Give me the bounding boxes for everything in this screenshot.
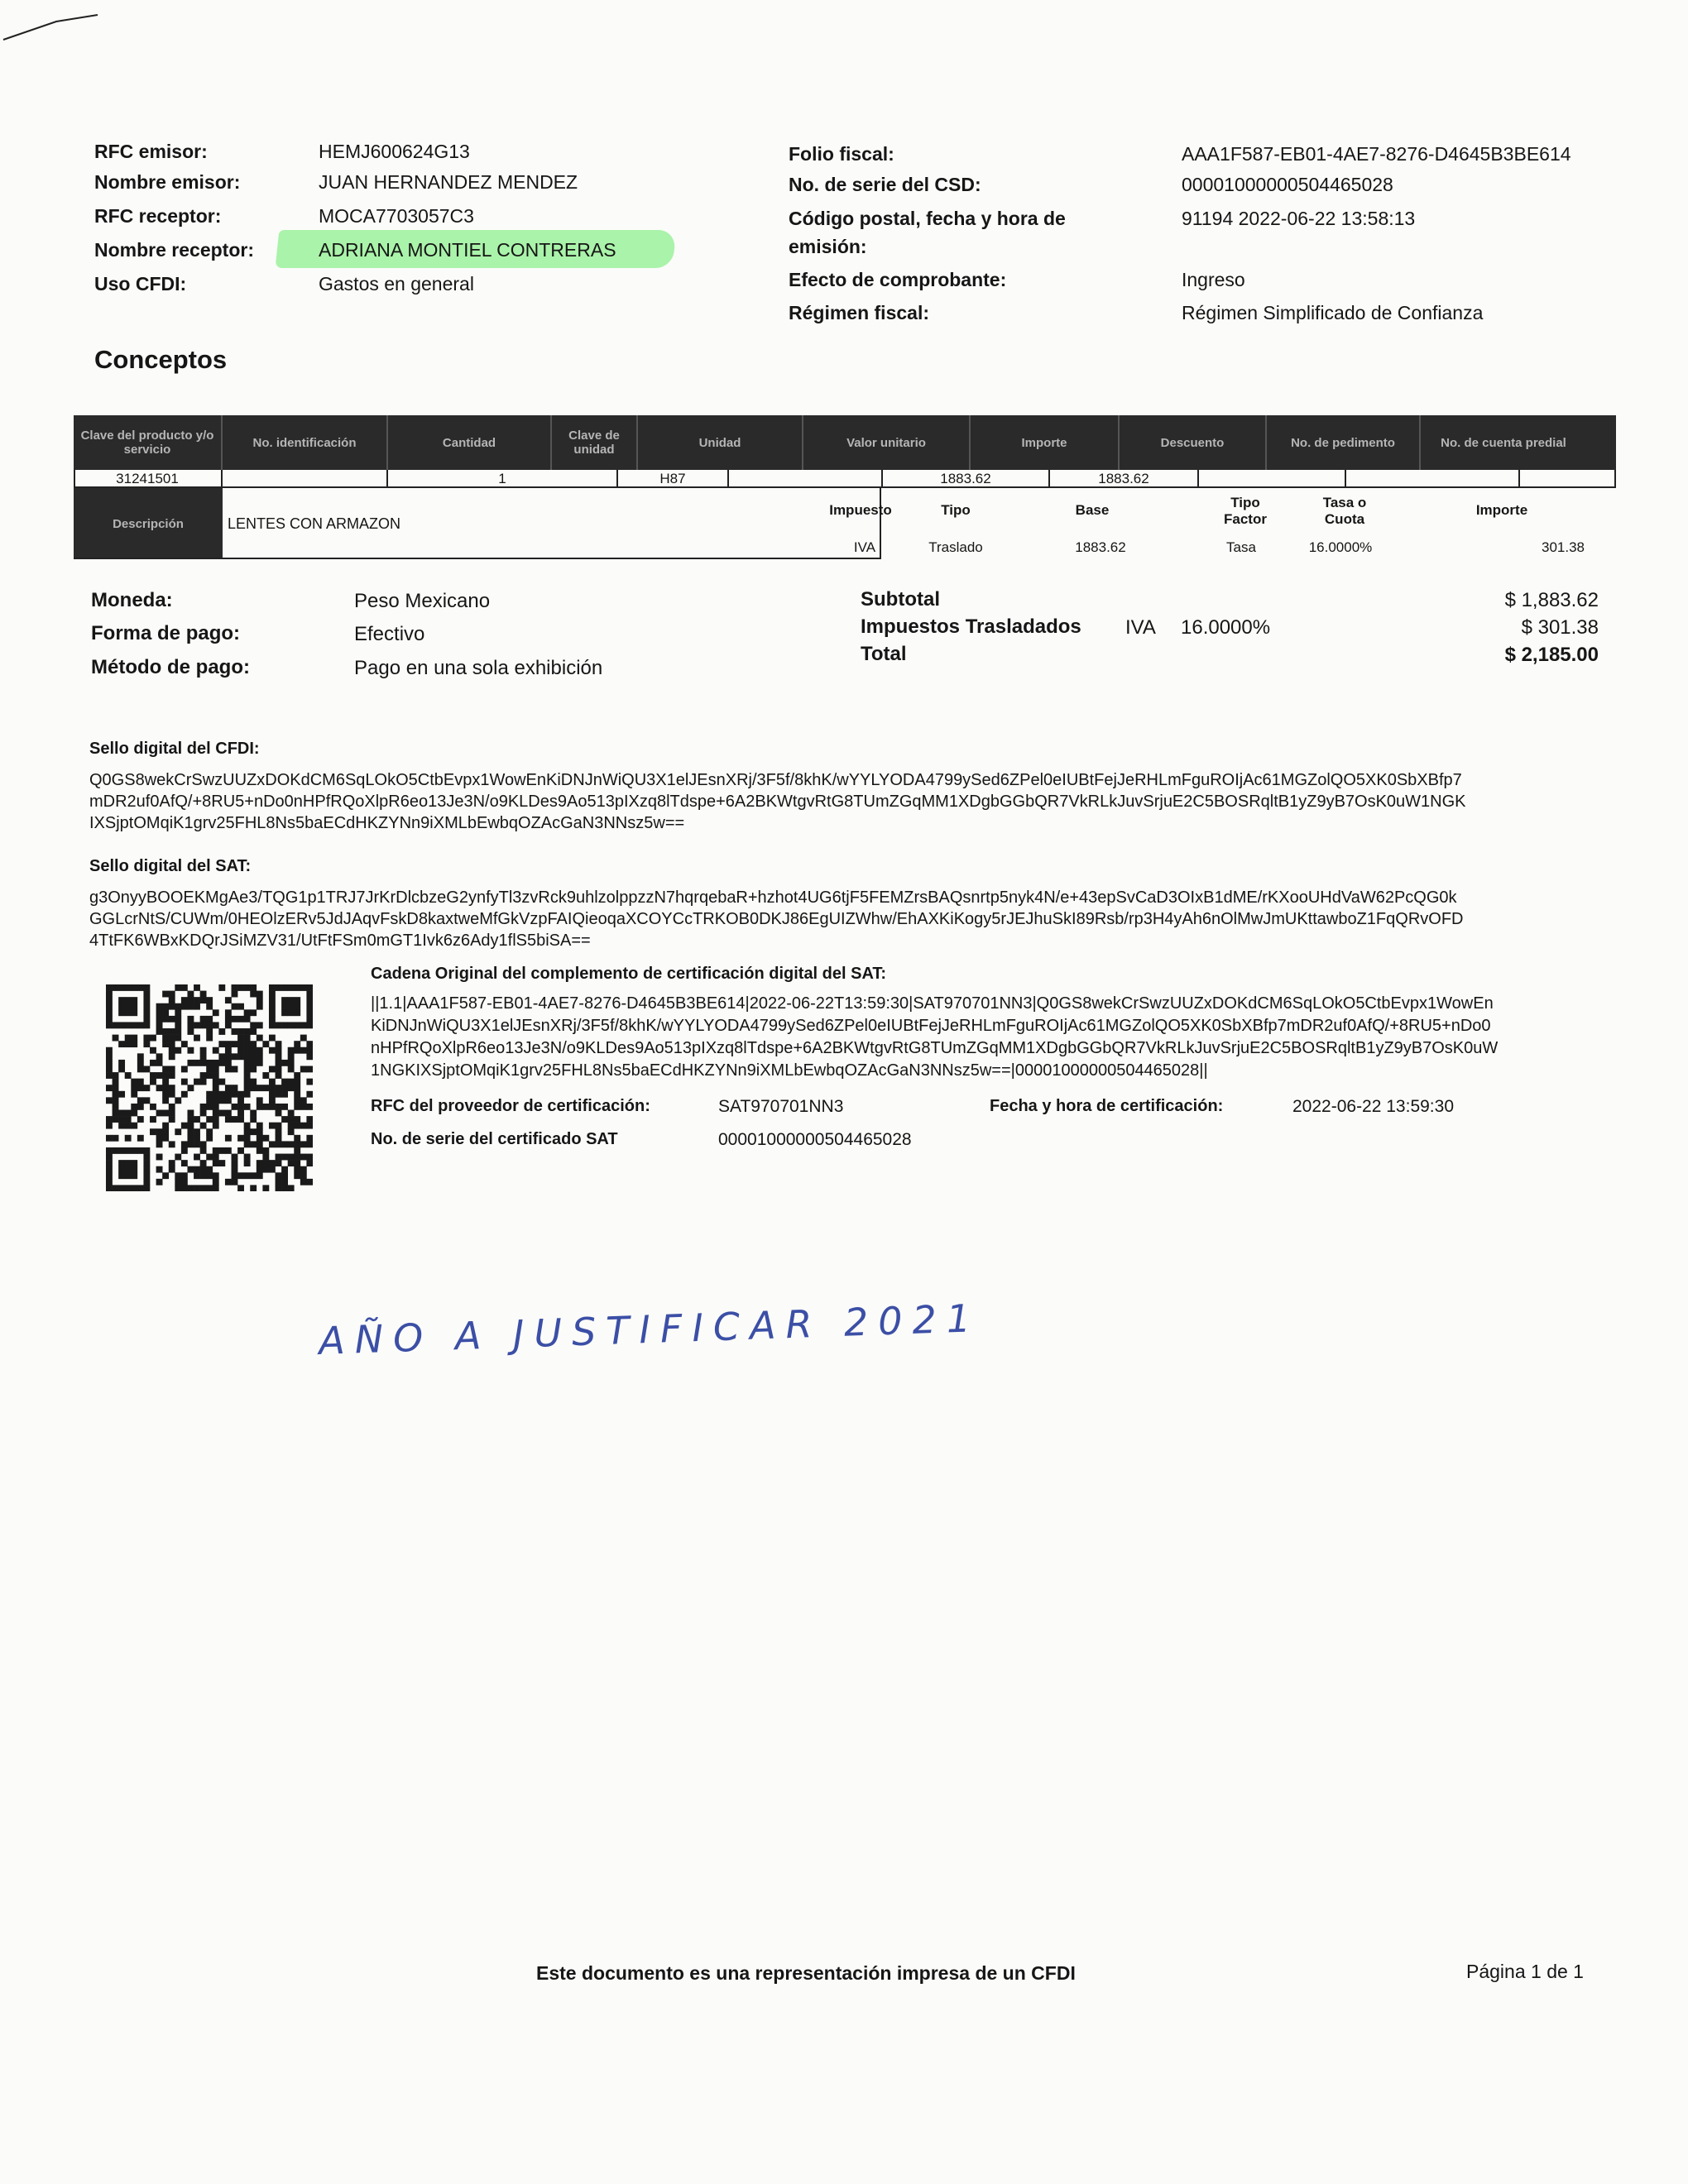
cadena-line: 1NGKIXSjptOMqiK1grv25FHL8Ns5baECdHKZYNn9iXMLbEwbqOZAcGaN3NNsz5w==|00001000000504465028|| — [371, 1061, 1208, 1080]
codigo-postal-label-1: Código postal, fecha y hora de — [789, 208, 1066, 229]
metodo-pago-label: Método de pago: — [91, 656, 250, 678]
cell-no-identificacion — [223, 470, 388, 488]
impuestos-trasladados-label: Impuestos Trasladados — [861, 615, 1081, 638]
tax-impuesto: IVA — [853, 539, 876, 555]
cell-cuenta-predial — [1520, 470, 1616, 488]
tax-header-impuesto: Impuesto — [829, 502, 892, 518]
folio-fiscal: AAA1F587-EB01-4AE7-8276-D4645B3BE614 — [1182, 143, 1571, 165]
rfc-receptor-label: RFC receptor: — [94, 205, 222, 227]
forma-pago-label: Forma de pago: — [91, 622, 241, 644]
impuestos-tipo: IVA — [1125, 616, 1156, 639]
total: $ 2,185.00 — [1504, 644, 1599, 666]
cell-valor-unitario: 1883.62 — [883, 470, 1050, 488]
sello-sat-line: 4TtFK6WBxKDQrJSiMZV31/UtFtFSm0mGT1Ivk6z6Ady1flS5biSA== — [89, 932, 591, 950]
pen-stroke-mark — [0, 0, 116, 50]
sello-sat-line: g3OnyyBOOEKMgAe3/TQG1p1TRJ7JrKrDlcbzeG2ynfyTl3zvRck9uhlzolppzzN7hqrqebaR+hzhot4UG6tjF5FEMZrsBAQsnrtp5nyk4N/e+43epSvCaD3OIxB1dME/rKXooUHdVaW62PcQG0k — [89, 888, 1457, 907]
rfc-receptor: MOCA7703057C3 — [319, 205, 474, 227]
rfc-emisor-label: RFC emisor: — [94, 141, 208, 162]
tax-header-base: Base — [1075, 502, 1110, 518]
tax-base: 1883.62 — [1075, 539, 1126, 555]
cadena-original-label: Cadena Original del complemento de certificación digital del SAT: — [371, 965, 887, 983]
header-cantidad: Cantidad — [388, 415, 552, 470]
serie-csd-label: No. de serie del CSD: — [789, 174, 981, 195]
sello-sat-text — [89, 887, 1464, 951]
cadena-line: KiDNJnWiQU3X1elJEsnXRj/3F5f/8khK/wYYLYODA4799ySed6ZPel0eIUBtFejJeRHLmFguROIjAc61MGZolQO5XK0SbXBfp7mDR2uf0AfQ/+8RU5+nDo0 — [371, 1017, 1491, 1035]
impuestos-tasa: 16.0000% — [1181, 616, 1271, 639]
header-clave-unidad: Clave de unidad — [552, 415, 638, 470]
tax-header-tasa-cuota: Tasa o Cuota — [1322, 495, 1367, 527]
nombre-receptor: ADRIANA MONTIEL CONTRERAS — [319, 239, 616, 261]
tax-header-importe: Importe — [1475, 502, 1528, 518]
impuestos-trasladados: $ 301.38 — [1521, 616, 1599, 639]
regimen: Régimen Simplificado de Confianza — [1182, 302, 1484, 323]
footer-note: Este documento es una representación impresa de un CFDI — [536, 1962, 1076, 1984]
sello-cfdi-label: Sello digital del CFDI: — [89, 740, 260, 758]
header-no-identificacion: No. identificación — [223, 415, 388, 470]
nombre-emisor: JUAN HERNANDEZ MENDEZ — [319, 171, 578, 193]
nombre-receptor-label: Nombre receptor: — [94, 239, 254, 261]
moneda: Peso Mexicano — [354, 590, 491, 612]
conceptos-title: Conceptos — [94, 345, 228, 374]
folio-fiscal-label: Folio fiscal: — [789, 143, 894, 165]
rfc-proveedor-label: RFC del proveedor de certificación: — [371, 1097, 650, 1115]
handwritten-note: AÑO A JUSTIFICAR 2021 — [318, 1296, 981, 1363]
sello-cfdi-line: Q0GS8wekCrSwzUUZxDOKdCM6SqLOkO5CtbEvpx1WowEnKiDNJnWiQU3X1elJEsnXRj/3F5f/8khK/wYYLYODA4799ySed6ZPel0eIUBtFejJeRHLmFguROIjAc61MGZolQO5XK0SbXBfp7 — [89, 771, 1462, 789]
header-cuenta-predial: No. de cuenta predial — [1421, 415, 1586, 470]
subtotal-label: Subtotal — [861, 588, 940, 611]
qr-code — [106, 984, 313, 1191]
uso-cfdi: Gastos en general — [319, 273, 474, 295]
serie-sat: 00001000000504465028 — [718, 1130, 912, 1149]
nombre-emisor-label: Nombre emisor: — [94, 171, 241, 193]
header-descuento: Descuento — [1120, 415, 1267, 470]
sello-cfdi-line: mDR2uf0AfQ/+8RU5+nDo0nHPfRQoXlpR6eo13Je3N/o9KLDes9Ao513pIXzq8lTdspe+6A2BKWtgvRtG8TUmZGqMM1XDgbGGbQR7VkRLkJuvSrjuE2C5BOSRqltB1yZ9yB7OsK0uW1NGK — [89, 793, 1466, 811]
tax-tasa-cuota: 16.0000% — [1308, 539, 1373, 555]
table-bottom-rule — [74, 558, 808, 559]
rfc-emisor: HEMJ600624G13 — [319, 141, 470, 162]
sello-cfdi-line: IXSjptOMqiK1grv25FHL8Ns5baECdHKZYNn9iXMLbEwbqOZAcGaN3NNsz5w== — [89, 814, 685, 832]
sello-sat-line: GGLcrNtS/CUWm/0HEOlzERv5JdJAqvFskD8kaxtweMfGkVzpFAIQieoqaXCOYCcTRKOB0DKJ86EgUIZWhw/EhAXKiKogy5rJEJhuSkI89Rsb/rp3H4yAh6nOlMwJmUKttawboZ1FqQRvOFD — [89, 910, 1464, 928]
total-label: Total — [861, 643, 907, 665]
impuestos-table — [807, 488, 1616, 559]
header-unidad: Unidad — [638, 415, 803, 470]
codigo-postal-fecha: 91194 2022-06-22 13:58:13 — [1182, 208, 1416, 229]
serie-sat-label: No. de serie del certificado SAT — [371, 1130, 618, 1148]
header-clave: Clave del producto y/o servicio — [74, 415, 223, 470]
cell-importe: 1883.62 — [1050, 470, 1199, 488]
tax-tipo-factor: Tasa — [1226, 539, 1256, 555]
subtotal: $ 1,883.62 — [1504, 589, 1599, 611]
codigo-postal-label-2: emisión: — [789, 236, 867, 257]
cadena-original-text — [371, 993, 1498, 1082]
metodo-pago: Pago en una sola exhibición — [354, 657, 603, 679]
regimen-label: Régimen fiscal: — [789, 302, 929, 323]
header-importe: Importe — [971, 415, 1120, 470]
rfc-proveedor: SAT970701NN3 — [718, 1097, 844, 1116]
cell-cantidad: 1 — [388, 470, 618, 488]
page-number: Página 1 de 1 — [1466, 1961, 1584, 1982]
uso-cfdi-label: Uso CFDI: — [94, 273, 187, 295]
fecha-certificacion: 2022-06-22 13:59:30 — [1292, 1097, 1454, 1116]
descripcion: LENTES CON ARMAZON — [223, 488, 881, 559]
tax-header-tipo-factor: Tipo Factor — [1224, 495, 1267, 527]
cadena-line: nHPfRQoXlpR6eo13Je3N/o9KLDes9Ao513pIXzq8lTdspe+6A2BKWtgvRtG8TUmZGqMM1XDgbGGbQR7VkRLkJuvSrjuE2C5BOSRqltB1yZ9yB7OsK0uW — [371, 1039, 1499, 1057]
efecto-label: Efecto de comprobante: — [789, 269, 1007, 290]
cell-clave: 31241501 — [74, 470, 223, 488]
header-valor-unitario: Valor unitario — [803, 415, 971, 470]
efecto: Ingreso — [1182, 269, 1245, 290]
tax-tipo: Traslado — [928, 539, 983, 555]
cell-descuento — [1199, 470, 1346, 488]
cell-pedimento — [1346, 470, 1520, 488]
moneda-label: Moneda: — [91, 589, 173, 611]
descripcion-label: Descripción — [74, 488, 223, 559]
tax-importe: 301.38 — [1542, 539, 1585, 555]
tax-header-tipo: Tipo — [941, 502, 971, 518]
sello-cfdi-text — [89, 769, 1466, 834]
cadena-line: ||1.1|AAA1F587-EB01-4AE7-8276-D4645B3BE614|2022-06-22T13:59:30|SAT970701NN3|Q0GS8wekCrSwzUUZxDOKdCM6SqLOkO5CtbEvpx1WowEn — [371, 994, 1494, 1013]
sello-sat-label: Sello digital del SAT: — [89, 857, 252, 875]
serie-csd: 00001000000504465028 — [1182, 174, 1393, 195]
header-pedimento: No. de pedimento — [1267, 415, 1421, 470]
fecha-certificacion-label: Fecha y hora de certificación: — [990, 1097, 1224, 1115]
cell-unidad — [729, 470, 883, 488]
forma-pago: Efectivo — [354, 623, 425, 645]
cell-clave-unidad: H87 — [618, 470, 729, 488]
